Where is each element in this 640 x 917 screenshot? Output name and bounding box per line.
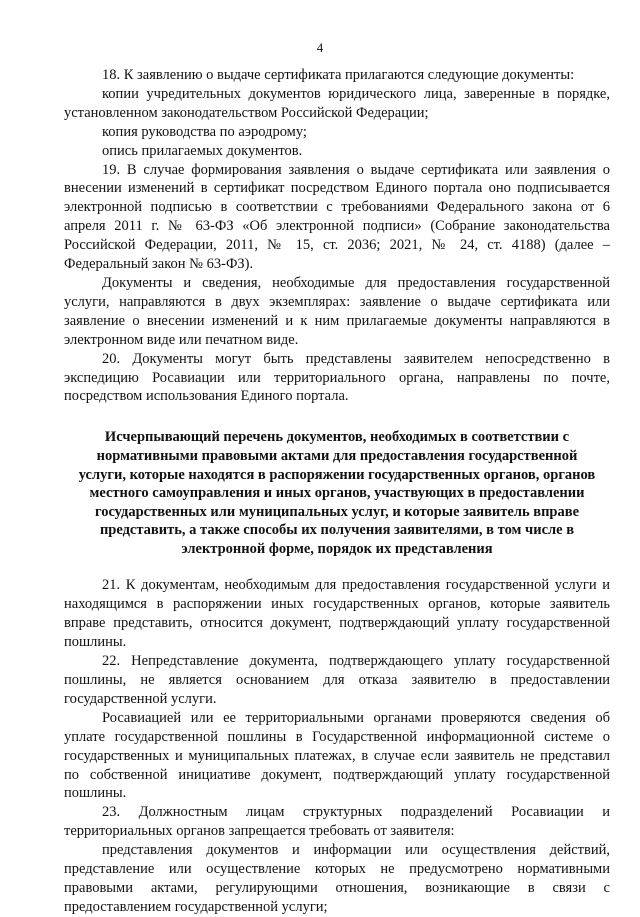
paragraph: представления документов и информации или осуществления действий, представление или осуществление которых не предусмотрено нормативными правовыми актами, регулирующими отношения, возникающие в связи с предоставлением государственной услуги; bbox=[64, 842, 610, 915]
paragraph: Документы и сведения, необходимые для предоставления государственной услуги, направляются в двух экземплярах: заявление о выдаче сертификата или заявление о внесении изменений и к ним прилагаемые документы направляются в электронном виде или печатном виде. bbox=[64, 274, 610, 348]
paragraph: 21. К документам, необходимым для предоставления государственной услуги и находящимся в распоряжении иных государственных органов, которые заявитель вправе представить, относится документ, подтверждающий уплату государственной пошлины. bbox=[64, 577, 610, 651]
paragraph: опись прилагаемых документов. bbox=[102, 142, 303, 159]
paragraph: копия руководства по аэродрому; bbox=[102, 123, 307, 140]
section-heading: Исчерпывающий перечень документов, необходимых в соответствии с нормативными правовыми актами для предоставления государственной услуги, которые находятся в распоряжении государственных органов, органов местного самоуправления и иных органов, участвующих в предоставлении государственных или муниципальных услуг, и которые заявитель вправе представить, а также способы их получения заявителями, в том числе в электронной форме, порядок их представления bbox=[78, 429, 596, 557]
paragraph: копии учредительных документов юридического лица, заверенные в порядке, установленном законодательством Российской Федерации; bbox=[64, 85, 610, 121]
document-body bbox=[64, 66, 610, 917]
paragraph: 22. Непредставление документа, подтверждающего уплату государственной пошлины, не является основанием для отказа заявителю в предоставлении государственной услуги. bbox=[64, 653, 610, 707]
paragraph: 18. К заявлению о выдаче сертификата прилагаются следующие документы: bbox=[102, 67, 575, 83]
paragraph: 20. Документы могут быть представлены заявителем непосредственно в экспедицию Росавиации или территориального органа, направлены по почте, посредством использования Единого портала. bbox=[64, 350, 610, 405]
paragraph: Росавиацией или ее территориальными органами проверяются сведения об уплате государственной пошлины в Государственной информационной системе о государственных и муниципальных платежах, в случае если заявитель не представил по собственной инициативе документ, подтверждающий уплату государственной пошлины. bbox=[64, 709, 610, 802]
page-number: 4 bbox=[316, 40, 324, 55]
paragraph: 19. В случае формирования заявления о выдаче сертификата или заявления о внесении изменений в сертификат посредством Единого портала оно подписывается электронной подписью в соответствии с требованиями Федерального закона от 6 апреля 2011 г. № 63-ФЗ «Об электронной подписи» (Собрание законодательства Российской Федерации, 2011, № 15, ст. 2036; 2021, № 24, ст. 4188) (далее – Федеральный закон № 63-ФЗ). bbox=[64, 161, 610, 273]
paragraph: 23. Должностным лицам структурных подразделений Росавиации и территориальных органов запрещается требовать от заявителя: bbox=[64, 804, 610, 840]
